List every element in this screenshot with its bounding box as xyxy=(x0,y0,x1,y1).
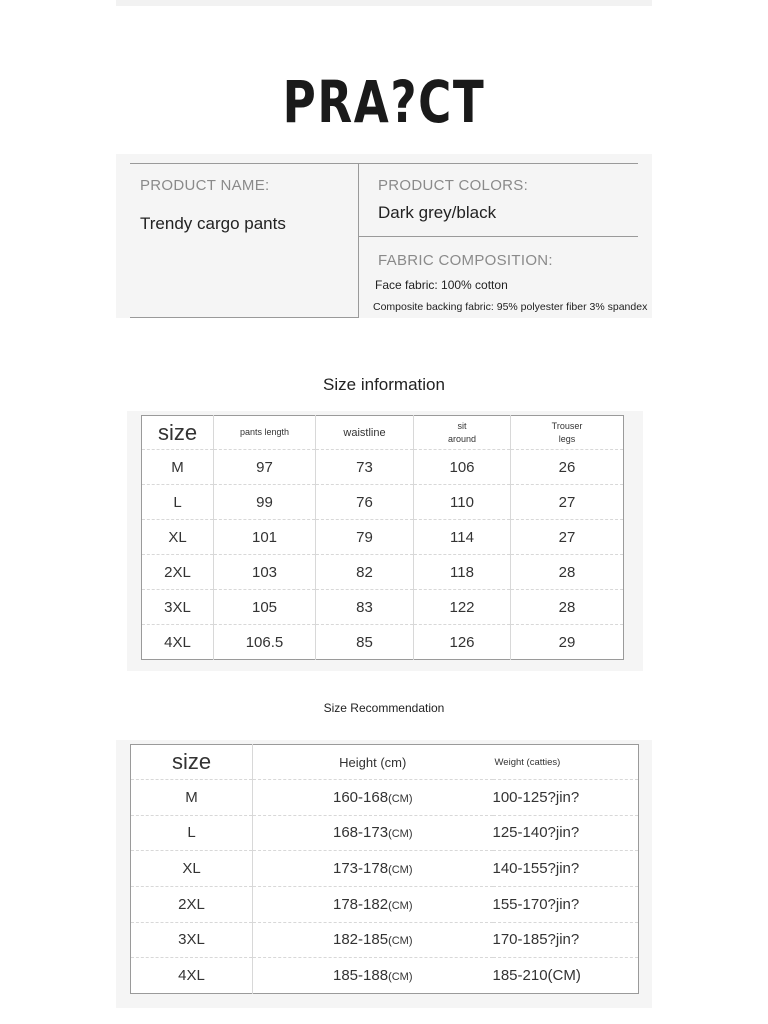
fabric-backing: Composite backing fabric: 95% polyester fiber 3% spandex xyxy=(373,301,648,313)
cell-waistline: 85 xyxy=(316,625,414,660)
cell-size: 3XL xyxy=(142,590,214,625)
cell-trouser-legs: 26 xyxy=(511,450,624,485)
product-name-value: Trendy cargo pants xyxy=(140,214,286,233)
cell-weight: 140-155?jin? xyxy=(493,851,639,887)
size-rec-table xyxy=(130,744,639,994)
cell-trouser-legs: 28 xyxy=(511,555,624,590)
table-row xyxy=(142,625,624,660)
cell-sit-around: 126 xyxy=(414,625,511,660)
header-weight: Weight (catties) xyxy=(493,745,639,780)
cell-waistline: 73 xyxy=(316,450,414,485)
info-top-line xyxy=(130,163,638,164)
cell-trouser-legs: 27 xyxy=(511,485,624,520)
cell-height xyxy=(253,958,493,994)
table-row xyxy=(142,450,624,485)
cell-height xyxy=(253,780,493,816)
size-rec-title: Size Recommendation xyxy=(323,701,445,715)
table-row xyxy=(131,958,639,994)
height-value: 178-182 xyxy=(333,895,389,913)
height-unit: (CM) xyxy=(388,792,413,805)
product-colors-value: Dark grey/black xyxy=(378,203,497,222)
cell-pants-length: 101 xyxy=(214,520,316,555)
cell-trouser-legs: 29 xyxy=(558,633,576,651)
cell-trouser-legs: 27 xyxy=(511,520,624,555)
table-row xyxy=(131,851,639,887)
height-unit: (CM) xyxy=(388,935,413,948)
info-vertical-line xyxy=(358,163,359,318)
table-row xyxy=(142,590,624,625)
cell-height xyxy=(253,886,493,922)
cell-waistline: 79 xyxy=(316,520,414,555)
table-row xyxy=(131,886,639,922)
cell-sit-around: 114 xyxy=(414,520,511,555)
cell-pants-length: 105 xyxy=(214,590,316,625)
cell-weight: 155-170?jin? xyxy=(493,886,639,922)
header-sit-around: sit around xyxy=(414,416,511,450)
info-bottom-line xyxy=(130,317,358,318)
cell-size: 2XL xyxy=(142,555,214,590)
header-size: size xyxy=(131,745,253,780)
table-row xyxy=(142,485,624,520)
info-middle-line xyxy=(358,236,638,237)
table-row xyxy=(131,815,639,851)
cell-size: 2XL xyxy=(131,886,253,922)
cell-height xyxy=(253,815,493,851)
header-waistline: waistline xyxy=(316,416,414,450)
height-value: 182-185 xyxy=(333,931,389,949)
size-info-table xyxy=(141,415,624,660)
cell-sit-around: 122 xyxy=(414,590,511,625)
cell-pants-length: 99 xyxy=(214,485,316,520)
top-divider-bar xyxy=(116,0,652,6)
height-value: 160-168 xyxy=(333,788,389,806)
cell-height xyxy=(253,851,493,887)
cell-weight: 100-125?jin? xyxy=(493,780,639,816)
cell-size: 3XL xyxy=(131,922,253,958)
table-row xyxy=(142,555,624,590)
cell-size: L xyxy=(142,485,214,520)
cell-pants-length: 103 xyxy=(214,555,316,590)
product-name-label: PRODUCT NAME: xyxy=(140,177,270,194)
table-header-row xyxy=(142,416,624,450)
size-info-title: Size information xyxy=(323,375,445,394)
cell-weight: 125-140?jin? xyxy=(493,815,639,851)
cell-size: M xyxy=(131,780,253,816)
height-value: 173-178 xyxy=(333,860,389,878)
fabric-face: Face fabric: 100% cotton xyxy=(375,278,508,292)
height-unit: (CM) xyxy=(388,899,413,912)
cell-sit-around: 118 xyxy=(414,555,511,590)
cell-size: 4XL xyxy=(142,625,214,660)
height-unit: (CM) xyxy=(388,864,413,877)
height-unit: (CM) xyxy=(388,828,413,841)
table-header-row xyxy=(131,745,639,780)
cell-size: 4XL xyxy=(131,958,253,994)
cell-trouser-legs: 28 xyxy=(511,590,624,625)
cell-weight: 170-185?jin? xyxy=(493,922,639,958)
cell-waistline: 76 xyxy=(316,485,414,520)
cell-pants-length: 97 xyxy=(214,450,316,485)
cell-waistline: 83 xyxy=(316,590,414,625)
table-row xyxy=(142,520,624,555)
header-trouser-legs: Trouser legs xyxy=(511,416,624,450)
table-row xyxy=(131,922,639,958)
cell-size: M xyxy=(142,450,214,485)
header-size: size xyxy=(142,416,214,450)
product-info-panel xyxy=(116,154,652,318)
cell-sit-around: 110 xyxy=(414,485,511,520)
height-unit: (CM) xyxy=(388,971,413,984)
cell-weight: 185-210(CM) xyxy=(492,967,581,985)
height-value: 185-188 xyxy=(333,967,389,985)
table-row xyxy=(131,780,639,816)
cell-size: XL xyxy=(142,520,214,555)
cell-size: L xyxy=(131,815,253,851)
fabric-composition-label: FABRIC COMPOSITION: xyxy=(378,252,553,269)
product-colors-label: PRODUCT COLORS: xyxy=(378,177,529,194)
cell-height xyxy=(253,922,493,958)
header-height: Height (cm) xyxy=(253,745,493,780)
page-title: PRA?CT xyxy=(282,68,486,136)
height-value: 168-173 xyxy=(333,824,389,842)
cell-sit-around: 106 xyxy=(414,450,511,485)
cell-pants-length: 106.5 xyxy=(214,625,316,660)
cell-waistline: 82 xyxy=(316,555,414,590)
cell-size: XL xyxy=(131,851,253,887)
header-pants-length: pants length xyxy=(214,416,316,450)
